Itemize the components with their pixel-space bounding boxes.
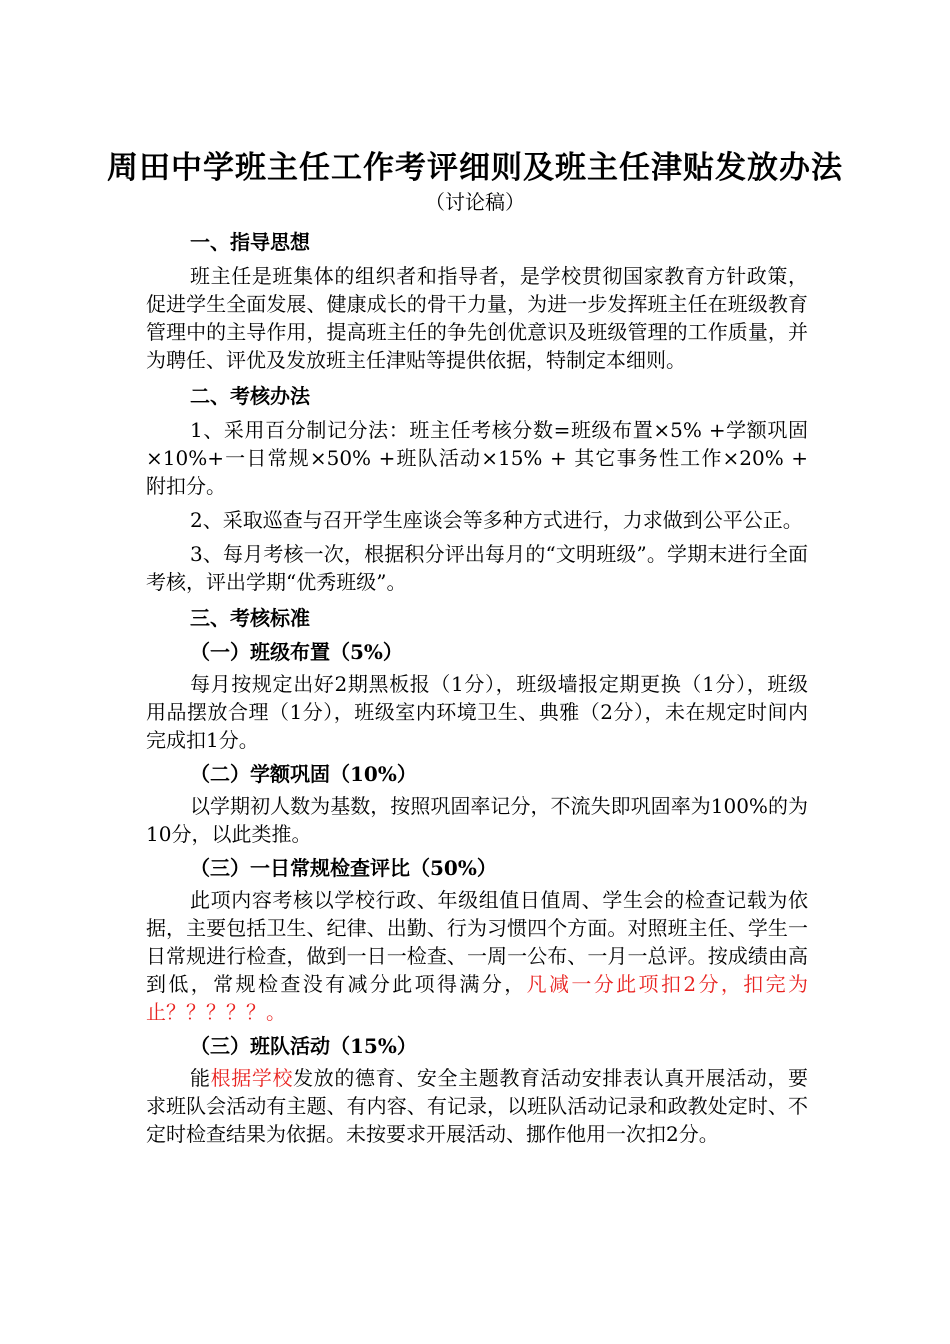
subsection-heading-enrollment: （二）学额巩固（10%） [190, 762, 417, 786]
subsection-heading-daily-routine: （三）一日常规检查评比（50%） [190, 856, 497, 880]
document-title: 周田中学班主任工作考评细则及班主任津贴发放办法 [107, 150, 843, 186]
paragraph-enrollment: 以学期初人数为基数，按照巩固率记分，不流失即巩固率为100%的为10分，以此类推。 [146, 794, 808, 846]
paragraph-class-layout: 每月按规定出好2期黑板报（1分），班级墙报定期更换（1分），班级用品摆放合理（1分），班级室内环境卫生、典雅（2分），未在规定时间内完成扣1分。 [146, 672, 808, 752]
paragraph-method-3: 3、每月考核一次，根据积分评出每月的“文明班级”。学期末进行全面考核，评出学期“优秀班级”。 [146, 542, 808, 594]
paragraph-method-1: 1、采用百分制记分法：班主任考核分数=班级布置×5% +学额巩固×10%+一日常规×50% +班队活动×15% + 其它事务性工作×20% + 附扣分。 [146, 418, 808, 498]
section-heading-assessment-standard: 三、考核标准 [190, 606, 310, 630]
section-heading-assessment-method: 二、考核办法 [190, 384, 310, 408]
daily-routine-highlight: 凡减一分此项扣2分，扣完为止？？？？？。 [146, 972, 808, 1024]
document-body [146, 220, 808, 1154]
subsection-heading-class-activities: （三）班队活动（15%） [190, 1034, 417, 1058]
document-subtitle: （讨论稿） [425, 190, 525, 214]
subsection-heading-class-layout: （一）班级布置（5%） [190, 640, 403, 664]
paragraph-class-activities [146, 1064, 808, 1148]
daily-routine-text: 此项内容考核以学校行政、年级组值日值周、学生会的检查记载为依据，主要包括卫生、纪律、出勤、行为习惯四个方面。对照班主任、学生一日常规进行检查，做到一日一检查、一周一公布、一月一总评。按成绩由高到低，常规检查没有减分此项得满分， [146, 888, 808, 996]
class-activities-highlight: 根据学校 [210, 1066, 294, 1090]
class-activities-pre: 能 [190, 1066, 211, 1090]
paragraph-method-2: 2、采取巡查与召开学生座谈会等多种方式进行，力求做到公平公正。 [190, 508, 803, 532]
paragraph-daily-routine [146, 886, 808, 1026]
class-activities-post: 发放的德育、安全主题教育活动安排表认真开展活动，要求班队会活动有主题、有内容、有记录，以班队活动记录和政教处定时、不定时检查结果为依据。未按要求开展活动、挪作他用一次扣2分。 [146, 1066, 809, 1146]
paragraph-guiding-ideology: 班主任是班集体的组织者和指导者，是学校贯彻国家教育方针政策，促进学生全面发展、健康成长的骨干力量，为进一步发挥班主任在班级教育管理中的主导作用，提高班主任的争先创优意识及班级管理的工作质量，并为聘任、评优及发放班主任津贴等提供依据，特制定本细则。 [146, 264, 808, 372]
section-heading-guiding-ideology: 一、指导思想 [190, 230, 310, 254]
